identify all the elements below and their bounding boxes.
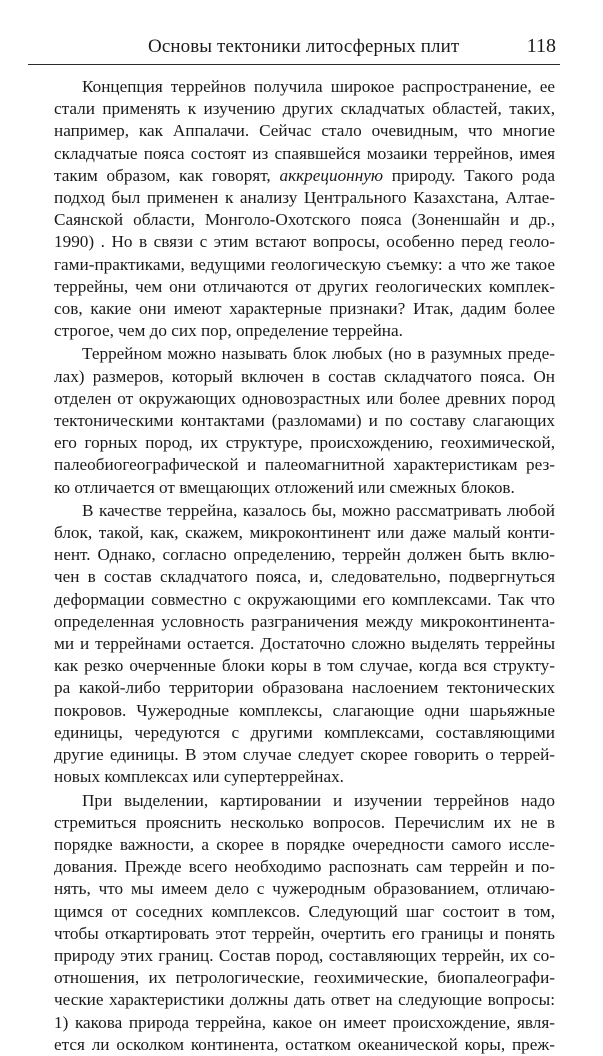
text-line: ется ли осколком континента, остатком океанической коры, преж-	[54, 1034, 555, 1054]
text-line: складчатые пояса состоят из спаявшейся мозаики террейнов, имея	[54, 143, 555, 163]
text-line: нять, что мы имеем дело с чужеродным образованием, отличаю-	[54, 879, 555, 899]
text-line: нент. Однако, согласно определению, террейн должен быть вклю-	[54, 545, 555, 565]
text-line: тектоническими контактами (разломами) и по составу слагающих	[54, 411, 555, 431]
text-line: например, как Аппалачи. Сейчас стало очевидным, что многие	[54, 121, 555, 141]
text-line: Саянской области, Монголо-Охотского пояса (Зоненшайн и др.,	[54, 210, 555, 230]
text-line: дования. Прежде всего необходимо распознать сам террейн и по-	[54, 857, 555, 877]
paragraph-3	[54, 500, 555, 789]
text-line-with-italic	[54, 165, 555, 187]
text-line: строгое, чем до сих пор, определение террейна.	[54, 321, 403, 341]
text-line: как резко очерченные блоки коры в том случае, когда вся структу-	[54, 656, 555, 676]
text-line: щимся от соседних комплексов. Следующий шаг состоит в том,	[54, 901, 555, 921]
text-line: порядке важности, а скорее в порядке очередности самого иссле-	[54, 834, 555, 854]
running-header	[28, 34, 560, 65]
body-text	[54, 76, 555, 1056]
text-line: стали применять к изучению других складчатых областей, таких,	[54, 99, 555, 119]
text-line: стремиться прояснить несколько вопросов. Перечислим их не в	[54, 812, 555, 832]
text-line: Концепция террейнов получила широкое распространение, ее	[82, 77, 555, 96]
text-line: определенная условность разграничения между микроконтинента-	[54, 611, 555, 631]
text-line: палеобиогеографической и палеомагнитной характеристикам рез-	[54, 455, 555, 475]
page-number: 118	[526, 35, 556, 57]
text-fragment: природу. Такого рода	[382, 165, 555, 185]
paragraph-1	[54, 76, 555, 342]
text-line: новых комплексах или супертеррейнах.	[54, 767, 344, 787]
text-line: его горных пород, их структуре, происхождению, геохимической,	[54, 433, 555, 453]
text-line: лах) размеров, который включен в состав складчатого пояса. Он	[54, 366, 555, 386]
text-line: отделен от окружающих одновозрастных или более древних пород	[54, 388, 555, 408]
paragraph-4	[54, 790, 555, 1056]
paragraph-2	[54, 343, 555, 498]
text-fragment: таким образом, как говорят,	[54, 165, 280, 185]
text-line: другие единицы. В этом случае следует скорее говорить о террей-	[54, 745, 555, 765]
text-line: ра какой-либо территории образована наслоением тектонических	[54, 678, 555, 698]
text-line: единицы, чередуются с другими комплексами, составляющими	[54, 722, 555, 742]
text-line: деформации совместно с окружающими его комплексами. Так что	[54, 589, 555, 609]
text-line: блок, такой, как, скажем, микроконтинент или даже малый конти-	[54, 523, 555, 543]
text-line: гами-практиками, ведущими геологическую съемку: а что же такое	[54, 254, 555, 274]
text-line: чтобы откартировать этот террейн, очертить его границы и понять	[54, 923, 555, 943]
text-line: чен в состав складчатого пояса, и, следовательно, подвергнуться	[54, 567, 555, 587]
text-line: террейны, чем они отличаются от других геологических комплек-	[54, 276, 555, 296]
text-line: ческие характеристики должны дать ответ на следующие вопросы:	[54, 990, 555, 1010]
text-line: 1) какова природа террейна, какое он имеет происхождение, явля-	[54, 1012, 555, 1032]
text-line: отношения, их петрологические, геохимические, биопалеографи-	[54, 968, 555, 988]
text-line: ко отличается от вмещающих отложений или смежных блоков.	[54, 477, 515, 497]
header-title: Основы тектоники литосферных плит	[148, 36, 460, 57]
text-line: В качестве террейна, казалось бы, можно рассматривать любой	[82, 500, 555, 520]
text-line: 1990) . Но в связи с этим встают вопросы, особенно перед геоло-	[54, 232, 555, 252]
text-line: Террейном можно называть блок любых (но в разумных преде-	[82, 344, 555, 364]
text-line: сов, какие они имеют характерные признаки? Итак, дадим более	[54, 299, 555, 319]
italic-term: аккреционную	[279, 165, 383, 185]
text-line: покровов. Чужеродные комплексы, слагающие одни шарьяжные	[54, 700, 555, 720]
text-line: природу этих границ. Состав пород, составляющих террейн, их со-	[54, 945, 555, 965]
text-line: подход был применен к анализу Центрального Казахстана, Алтае-	[54, 188, 555, 208]
text-line: При выделении, картировании и изучении террейнов надо	[82, 790, 555, 810]
text-line: ми и террейнами остается. Достаточно сложно выделять террейны	[54, 634, 555, 654]
